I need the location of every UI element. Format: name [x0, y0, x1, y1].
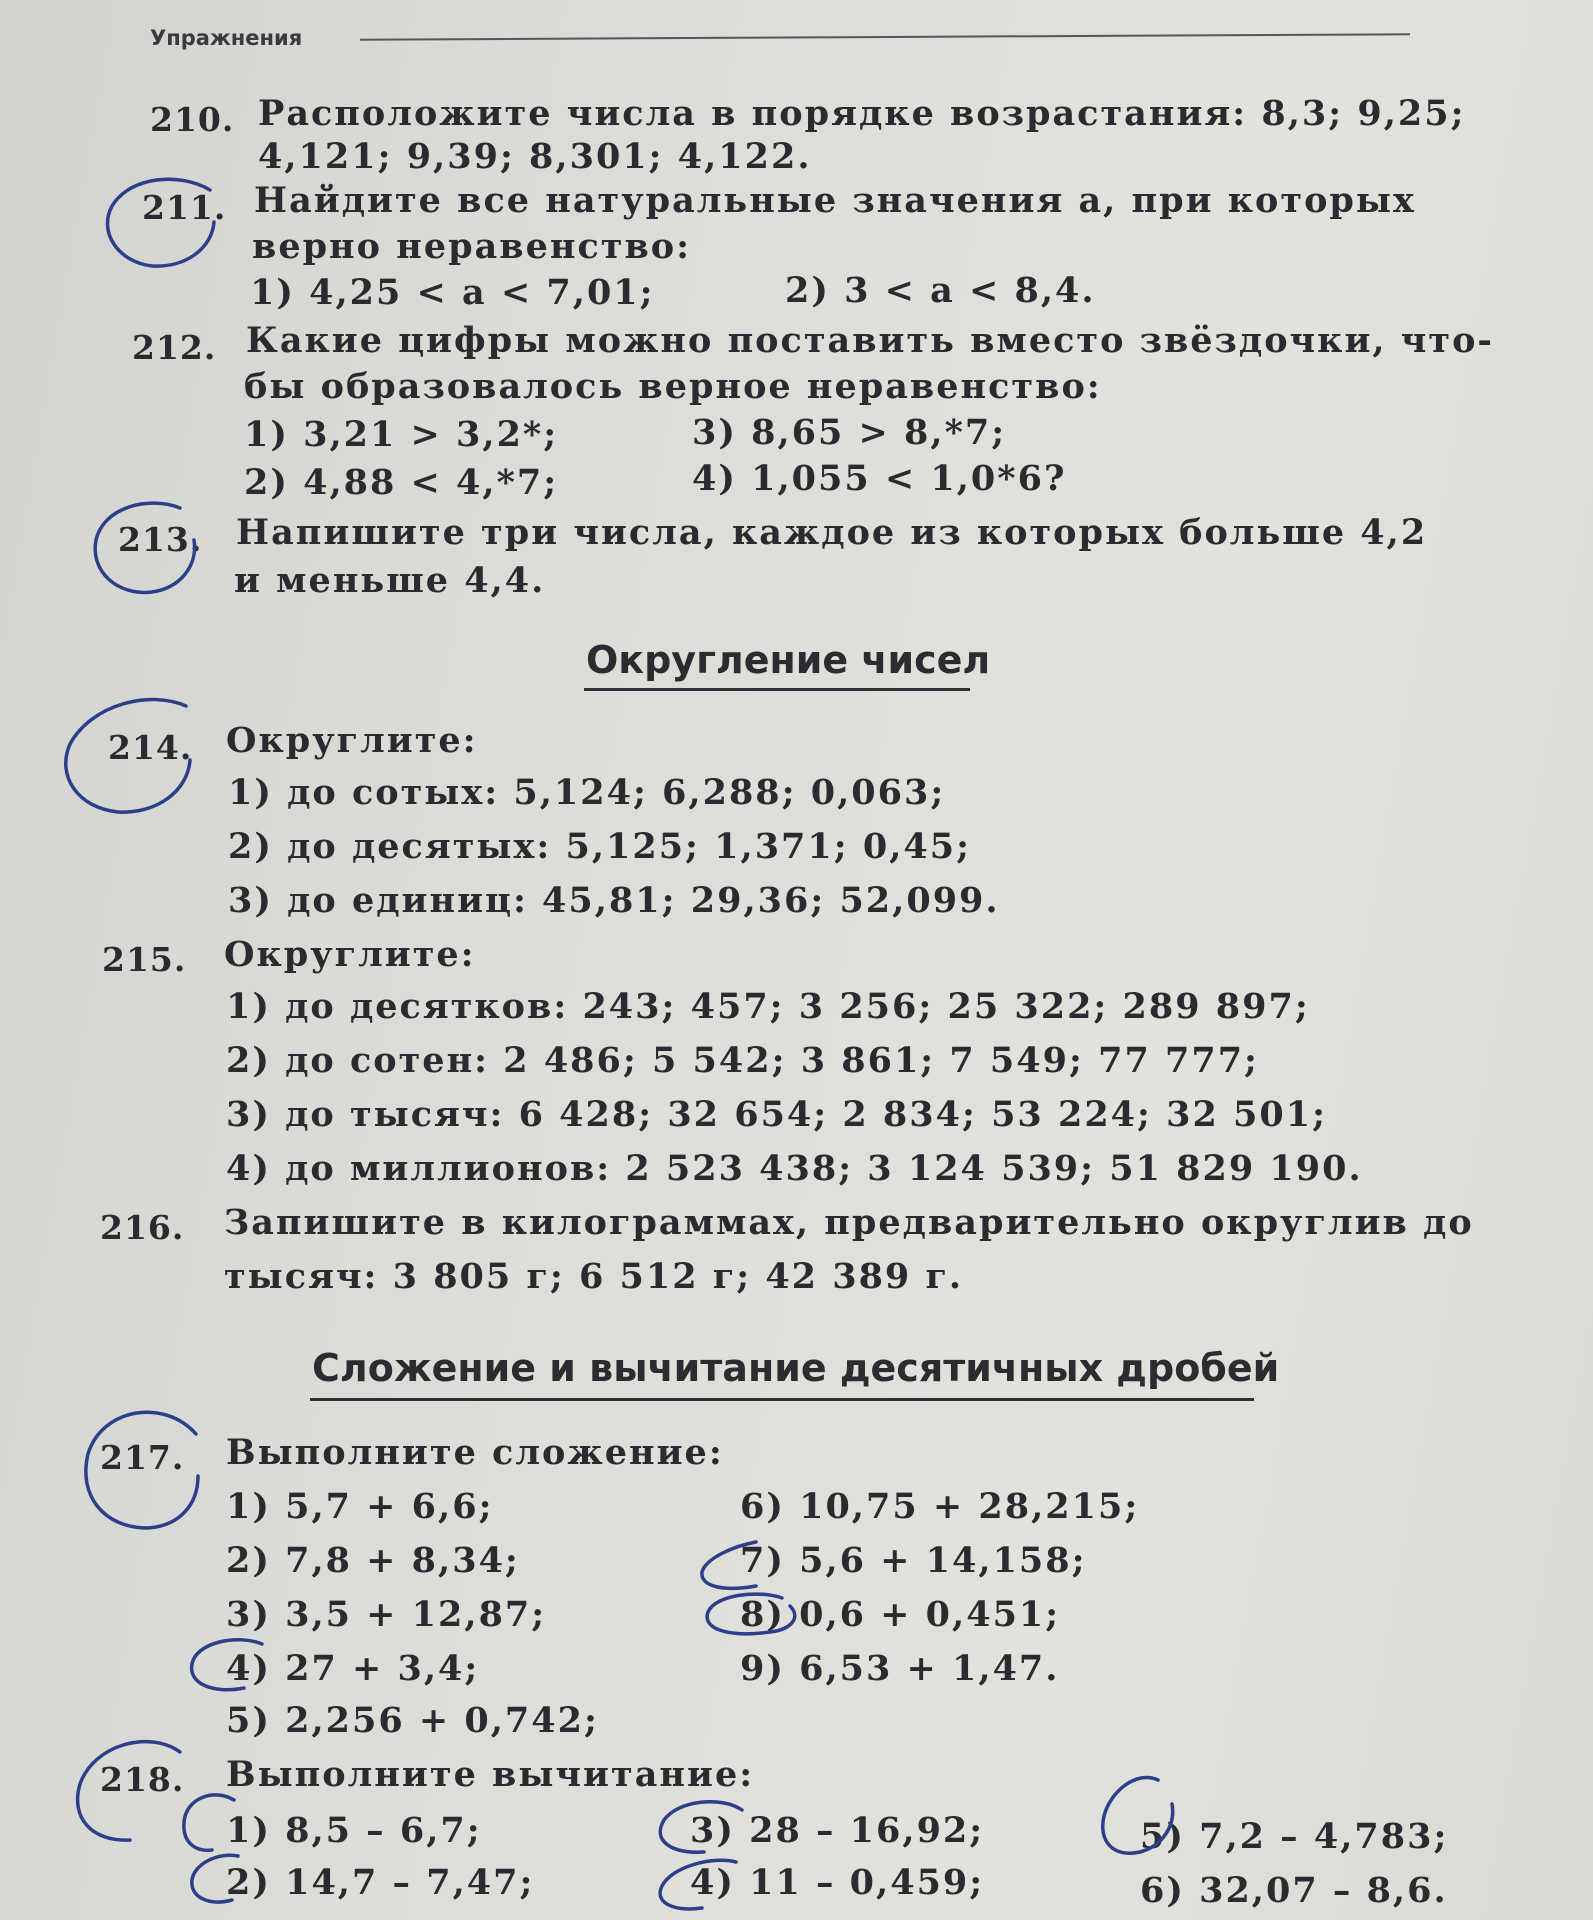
exercise-218-item-4: 4) 11 – 0,459; [690, 1862, 985, 1903]
exercise-217-item-6: 6) 10,75 + 28,215; [740, 1486, 1140, 1527]
exercise-218-item-6: 6) 32,07 – 8,6. [1140, 1870, 1448, 1911]
exercise-218-item-5: 5) 7,2 – 4,783; [1140, 1816, 1449, 1857]
exercise-210-line-2: 4,121; 9,39; 8,301; 4,122. [258, 136, 812, 177]
header-rule [360, 33, 1410, 40]
exercise-218-item-2: 2) 14,7 – 7,47; [226, 1862, 535, 1903]
exercise-218-number: 218. [100, 1760, 185, 1799]
exercise-217-title: Выполните сложение: [226, 1432, 724, 1473]
exercise-211-line-1: Найдите все натуральные значения a, при которых [254, 180, 1416, 221]
exercise-215-line-4: 3) до тысяч: 6 428; 32 654; 2 834; 53 224; 32 501; [226, 1094, 1328, 1135]
exercise-211-number: 211. [142, 188, 227, 227]
exercise-215-line-3: 2) до сотен: 2 486; 5 542; 3 861; 7 549; 77 777; [226, 1040, 1259, 1081]
exercise-217-item-5: 5) 2,256 + 0,742; [226, 1700, 599, 1741]
exercise-217-item-3: 3) 3,5 + 12,87; [226, 1594, 547, 1635]
exercise-214-line-3: 2) до десятых: 5,125; 1,371; 0,45; [228, 826, 972, 867]
exercise-211-line-2: верно неравенство: [252, 226, 692, 267]
exercise-217-number: 217. [100, 1438, 185, 1477]
exercise-218-item-1: 1) 8,5 – 6,7; [226, 1810, 482, 1851]
exercise-217-item-1: 1) 5,7 + 6,6; [226, 1486, 494, 1527]
section-underline-add-sub [310, 1398, 1254, 1401]
exercise-218-title: Выполните вычитание: [226, 1754, 755, 1795]
section-underline-rounding [584, 688, 970, 691]
exercise-215-line-2: 1) до десятков: 243; 457; 3 256; 25 322; 289 897; [226, 986, 1310, 1027]
exercise-215-number: 215. [102, 940, 187, 979]
exercise-214-line-2: 1) до сотых: 5,124; 6,288; 0,063; [228, 772, 946, 813]
exercise-212-line-1: Какие цифры можно поставить вместо звёздочки, что- [246, 320, 1494, 361]
exercise-210-number: 210. [150, 100, 235, 139]
exercise-218-item-3: 3) 28 – 16,92; [690, 1810, 985, 1851]
exercise-215-line-1: Округлите: [224, 934, 476, 975]
exercise-213-number: 213. [118, 520, 203, 559]
exercise-212-item-1: 1) 3,21 > 3,2*; [244, 414, 559, 455]
exercise-215-line-5: 4) до миллионов: 2 523 438; 3 124 539; 51 829 190. [226, 1148, 1363, 1189]
exercise-214-number: 214. [108, 728, 193, 767]
exercise-210-line-1: Расположите числа в порядке возрастания: 8,3; 9,25; [258, 93, 1466, 134]
exercise-214-line-4: 3) до единиц: 45,81; 29,36; 52,099. [228, 880, 1000, 921]
exercise-212-item-2: 2) 4,88 < 4,*7; [244, 462, 559, 503]
section-title-add-sub: Сложение и вычитание десятичных дробей [312, 1346, 1280, 1390]
exercise-214-line-1: Округлите: [226, 720, 478, 761]
exercise-217-item-9: 9) 6,53 + 1,47. [740, 1648, 1060, 1689]
exercise-212-item-3: 3) 8,65 > 8,*7; [692, 412, 1007, 453]
exercise-216-number: 216. [100, 1208, 185, 1247]
exercise-217-item-2: 2) 7,8 + 8,34; [226, 1540, 520, 1581]
page-header: Упражнения [150, 26, 303, 50]
exercise-212-item-4: 4) 1,055 < 1,0*6? [692, 458, 1067, 499]
exercise-213-line-1: Напишите три числа, каждое из которых больше 4,2 [236, 512, 1428, 553]
exercise-216-line-2: тысяч: 3 805 г; 6 512 г; 42 389 г. [224, 1256, 964, 1297]
exercise-211-item-2: 2) 3 < a < 8,4. [785, 270, 1096, 311]
exercise-211-item-1: 1) 4,25 < a < 7,01; [250, 272, 655, 313]
exercise-212-line-2: бы образовалось верное неравенство: [244, 366, 1102, 407]
exercise-216-line-1: Запишите в килограммах, предварительно округлив до [224, 1202, 1474, 1243]
exercise-217-item-4: 4) 27 + 3,4; [226, 1648, 480, 1689]
exercise-217-item-8: 8) 0,6 + 0,451; [740, 1594, 1061, 1635]
exercise-213-line-2: и меньше 4,4. [234, 560, 546, 601]
exercise-217-item-7: 7) 5,6 + 14,158; [740, 1540, 1087, 1581]
exercise-212-number: 212. [132, 328, 217, 367]
section-title-rounding: Округление чисел [586, 638, 991, 682]
